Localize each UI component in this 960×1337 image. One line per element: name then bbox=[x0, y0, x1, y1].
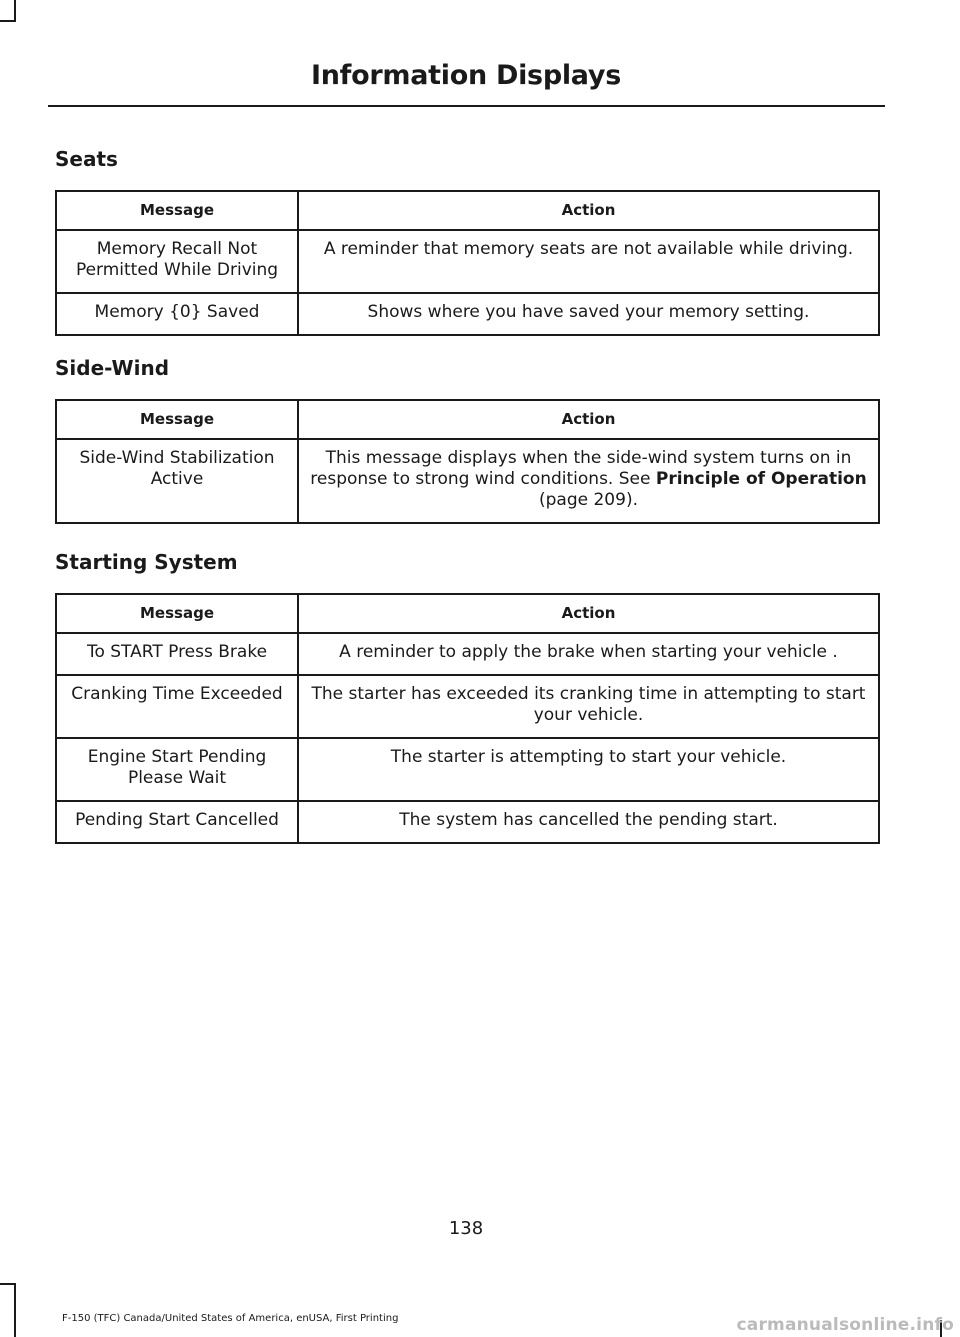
message-cell: Memory Recall Not Permitted While Driving bbox=[56, 230, 298, 293]
column-header-action: Action bbox=[298, 400, 879, 439]
table-header-row bbox=[56, 400, 879, 439]
table-row bbox=[56, 738, 879, 801]
message-cell: Engine Start Pending Please Wait bbox=[56, 738, 298, 801]
column-header-action: Action bbox=[298, 191, 879, 230]
crop-mark-bottom-left-h bbox=[0, 1283, 16, 1285]
seats-table bbox=[55, 190, 880, 336]
header-divider bbox=[48, 105, 885, 107]
message-cell: To START Press Brake bbox=[56, 633, 298, 675]
starting-system-table bbox=[55, 593, 880, 844]
table-row bbox=[56, 293, 879, 335]
table-row bbox=[56, 439, 879, 523]
cross-reference-link[interactable]: Principle of Operation bbox=[655, 469, 867, 489]
table-row bbox=[56, 230, 879, 293]
table-row bbox=[56, 633, 879, 675]
message-cell: Side-Wind Stabilization Active bbox=[56, 439, 298, 523]
table-header-row bbox=[56, 594, 879, 633]
message-cell: Memory {0} Saved bbox=[56, 293, 298, 335]
footer-edition-text: F-150 (TFC) Canada/United States of America, enUSA, First Printing bbox=[62, 1313, 399, 1324]
message-cell: Cranking Time Exceeded bbox=[56, 675, 298, 738]
action-cell: The starter is attempting to start your vehicle. bbox=[298, 738, 879, 801]
action-cell: A reminder to apply the brake when starting your vehicle . bbox=[298, 633, 879, 675]
section-title-side-wind: Side-Wind bbox=[55, 356, 170, 380]
action-cell: The starter has exceeded its cranking time in attempting to start your vehicle. bbox=[298, 675, 879, 738]
table-row bbox=[56, 675, 879, 738]
side-wind-table bbox=[55, 399, 880, 524]
crop-mark-top-left bbox=[14, 0, 16, 22]
action-cell: A reminder that memory seats are not available while driving. bbox=[298, 230, 879, 293]
section-title-starting-system: Starting System bbox=[55, 550, 238, 574]
page-reference: (page 209). bbox=[539, 490, 638, 510]
action-cell: The system has cancelled the pending start. bbox=[298, 801, 879, 843]
column-header-message: Message bbox=[56, 191, 298, 230]
column-header-action: Action bbox=[298, 594, 879, 633]
section-title-seats: Seats bbox=[55, 147, 118, 171]
table-header-row bbox=[56, 191, 879, 230]
column-header-message: Message bbox=[56, 594, 298, 633]
column-header-message: Message bbox=[56, 400, 298, 439]
action-cell: Shows where you have saved your memory setting. bbox=[298, 293, 879, 335]
page-title: Information Displays bbox=[311, 60, 621, 91]
page-number: 138 bbox=[448, 1218, 484, 1239]
action-text: This message displays when the side-wind system turns on in response to strong wind conditions. See bbox=[310, 448, 852, 489]
crop-mark-top-left-h bbox=[0, 20, 16, 22]
table-row bbox=[56, 801, 879, 843]
watermark: carmanualsonline.info bbox=[736, 1315, 954, 1335]
action-cell bbox=[298, 439, 879, 523]
message-cell: Pending Start Cancelled bbox=[56, 801, 298, 843]
crop-mark-bottom-left bbox=[14, 1283, 16, 1337]
